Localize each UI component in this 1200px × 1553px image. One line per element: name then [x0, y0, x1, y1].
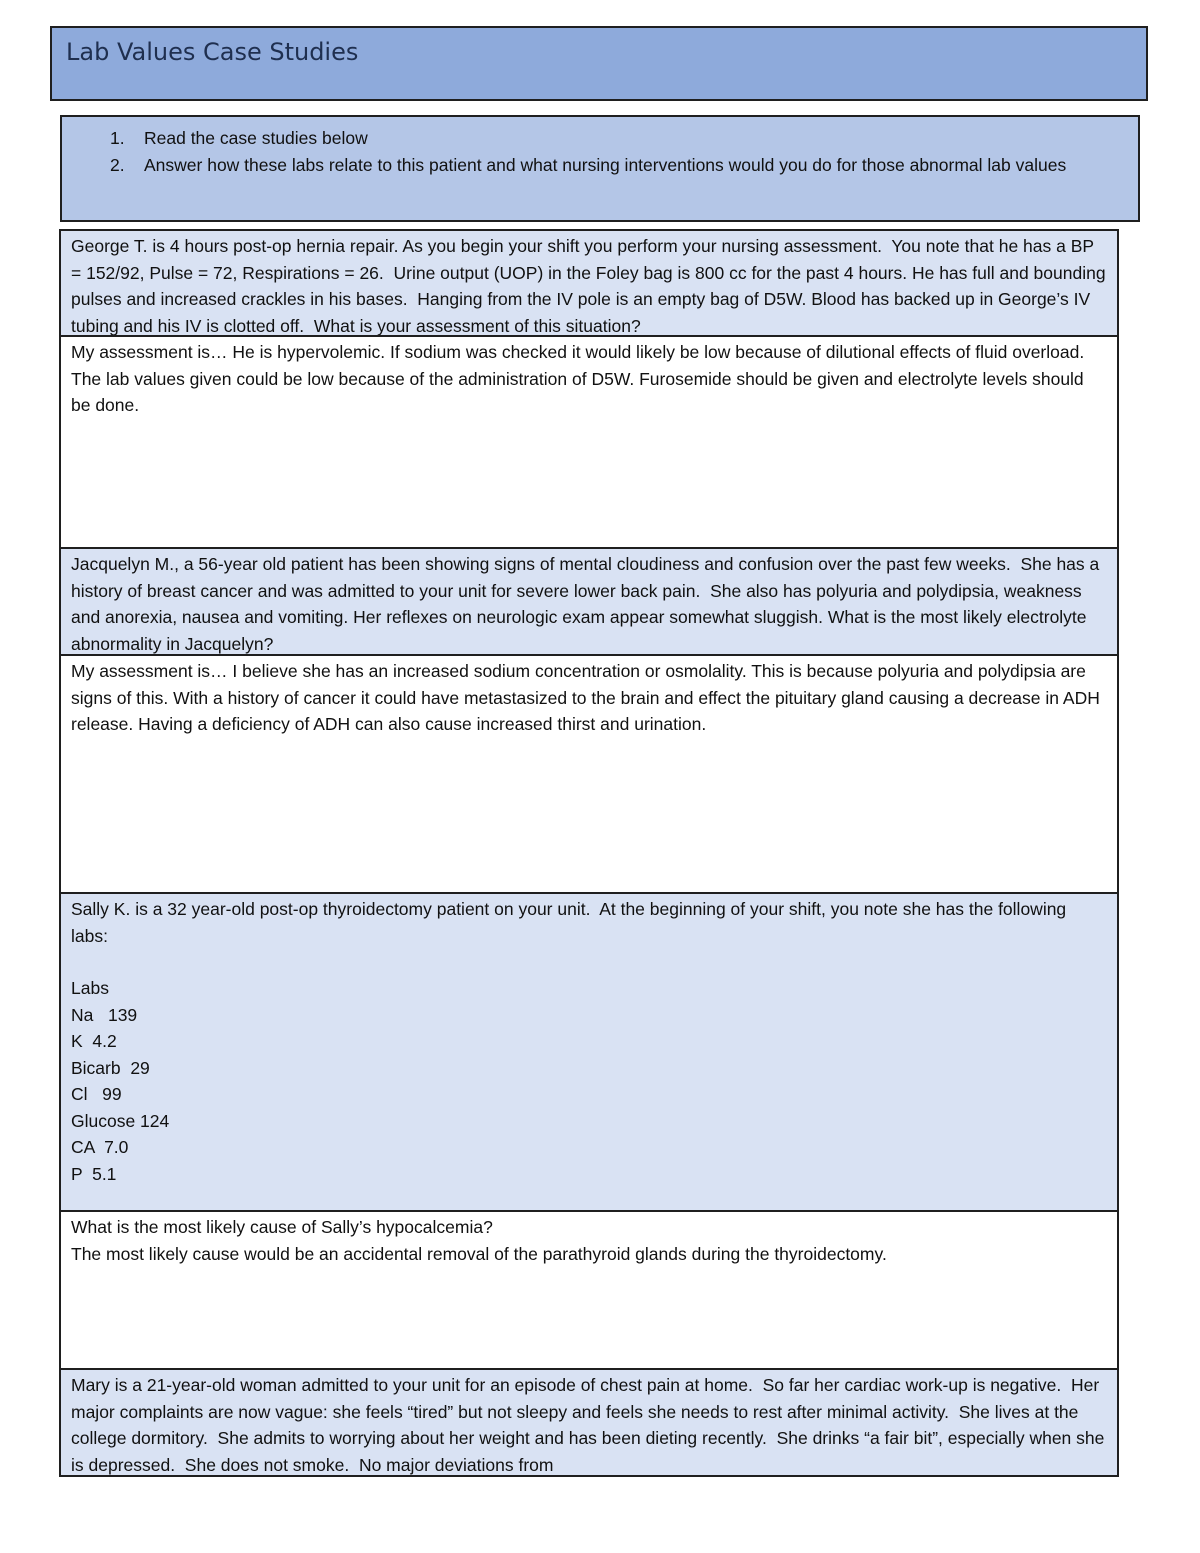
lab-value-k: K 4.2: [71, 1031, 117, 1051]
case-answer-text: My assessment is… I believe she has an increased sodium concentration or osmolality. This is because polyuria and polydipsia are signs of this. With a history of cancer it could have metastasized to the brain and effect the pituitary gland causing a decrease in ADH release. Having a deficiency of ADH can also cause increased thirst and urination.: [71, 661, 1105, 734]
instruction-text: Read the case studies below: [144, 128, 368, 148]
case-jacquelyn-answer: [59, 654, 1119, 894]
lab-value-p: P 5.1: [71, 1163, 117, 1184]
instructions-box: [60, 115, 1140, 222]
instruction-text: Answer how these labs relate to this patient and what nursing interventions would you do for those abnormal lab values: [144, 155, 1067, 175]
case-answer-text: The most likely cause would be an accidental removal of the parathyroid glands during the thyroidectomy.: [71, 1243, 887, 1264]
instruction-item: [110, 125, 1110, 152]
case-george-scenario: [59, 229, 1119, 337]
case-sally-scenario: [59, 892, 1119, 1212]
labs-heading: Labs: [71, 978, 109, 998]
lab-value-bicarb: Bicarb 29: [71, 1057, 150, 1078]
case-mary-scenario: [59, 1368, 1119, 1477]
labs-list: [71, 975, 1107, 1187]
case-scenario-text: Mary is a 21-year-old woman admitted to your unit for an episode of chest pain at home. So far her cardiac work-up is negative. Her major complaints are now vague: she feels “tired” but not sleepy and feels she needs to rest after minimal activity. She lives at the college dormitory. She admits to worrying about her weight and has been dieting recently. She drinks “a fair bit”, especially when she is depressed. She does not smoke. No major deviations from: [71, 1375, 1110, 1475]
case-question-text: What is the most likely cause of Sally’s hypocalcemia?: [71, 1217, 493, 1237]
lab-value-ca: CA 7.0: [71, 1137, 129, 1157]
page-title: Lab Values Case Studies: [66, 38, 359, 66]
instruction-number: 1.: [110, 128, 125, 148]
instruction-item: [110, 152, 1110, 179]
lab-value-na: Na 139: [71, 1004, 138, 1025]
case-jacquelyn-scenario: [59, 547, 1119, 656]
title-banner: [50, 26, 1148, 101]
case-scenario-text: Jacquelyn M., a 56-year old patient has been showing signs of mental cloudiness and confusion over the past few weeks. She has a history of breast cancer and was admitted to your unit for severe lower back pain. She also has polyuria and polydipsia, weakness and anorexia, nausea and vomiting. Her reflexes on neurologic exam appear somewhat sluggish. What is the most likely electrolyte abnormality in Jacquelyn?: [71, 554, 1105, 654]
case-answer-text: My assessment is… He is hypervolemic. If sodium was checked it would likely be low because of dilutional effects of fluid overload. The lab values given could be low because of the administration of D5W. Furosemide should be given and electrolyte levels should be done.: [71, 342, 1089, 415]
case-george-answer: [59, 335, 1119, 549]
instruction-number: 2.: [110, 155, 125, 175]
lab-value-glucose: Glucose 124: [71, 1110, 170, 1131]
instructions-list: [110, 125, 1110, 179]
case-sally-answer: [59, 1210, 1119, 1370]
case-scenario-text: George T. is 4 hours post-op hernia repair. As you begin your shift you perform your nursing assessment. You note that he has a BP = 152/92, Pulse = 72, Respirations = 26. Urine output (UOP) in the Foley bag is 800 cc for the past 4 hours. He has full and bounding pulses and increased crackles in his bases. Hanging from the IV pole is an empty bag of D5W. Blood has backed up in George’s IV tubing and his IV is clotted off. What is your assessment of this situation?: [71, 236, 1111, 336]
lab-value-cl: Cl 99: [71, 1084, 122, 1104]
case-scenario-text: Sally K. is a 32 year-old post-op thyroidectomy patient on your unit. At the beginning of your shift, you note she has the following labs:: [71, 899, 1072, 946]
